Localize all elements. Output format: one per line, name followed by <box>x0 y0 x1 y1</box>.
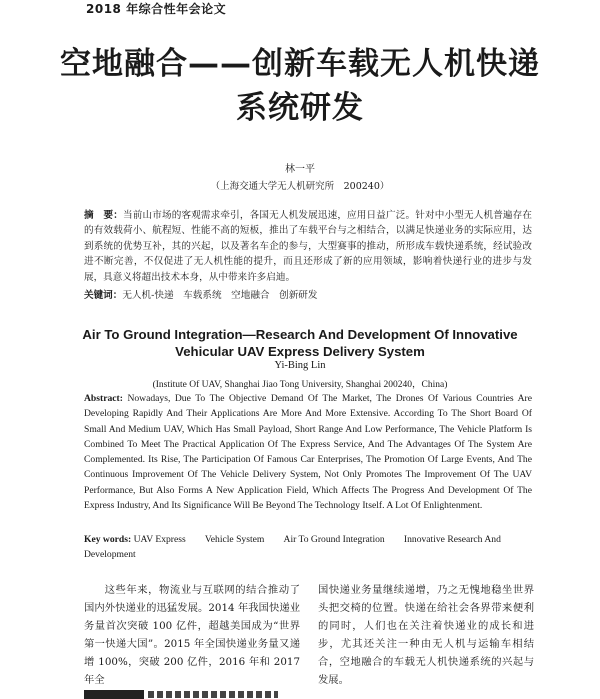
abstract-en-text: Nowadays, Due To The Objective Demand Of The Market, The Drones Of Various Countries Are Developing Rapidly And Their Applications Are More And More Extensive. According To The Short Board Of Small And Medium UAV, Which Has Small Payload, Short Range And Low Performance, The Vehicle Platform Is Combined To Meet The Practical Application Of The Express Service, And The Advantages Of The System Are Complemented. Its Rise, The Participation Of Famous Car Enterprises, The Promotion Of Large Events, And The Continuous Improvement Of The Vehicle Delivery System, Not Only Promotes The Improvement Of The UAV Performance, But Also Forms A New Application Field, Which Affects The Progress And Development Of The Express Industry, And Its Significance Will Be Beyond The Technology Itself. A Lot Of Enlightenment. <box>84 393 532 512</box>
affiliation-cn: （上海交通大学无人机研究所 200240） <box>210 181 390 192</box>
keywords-en-items: UAV Express Vehicle System Air To Ground Integration Innovative Research And Development <box>84 534 501 561</box>
paper-title-en <box>60 326 540 360</box>
author-cn: 林一平 <box>285 164 315 175</box>
title-en-line1: Air To Ground Integration—Research And Development Of Innovative <box>82 327 518 342</box>
keywords-cn <box>84 287 532 301</box>
title-en-line2: Vehicular UAV Express Delivery System <box>175 344 425 359</box>
body-right-column: 国快递业务量继续递增，乃之无愧地稳坐世界头把交椅的位置。快递在给社会各界带来便利的同时，人们也在关注着快递业的成长和进步，尤其还关注一种由无人机与运输车相结合，空地融合的车载无人机快递系统的兴起与发展。 <box>318 584 534 686</box>
keywords-en <box>84 532 532 563</box>
body-left-column: 这些年来，物流业与互联网的结合推动了国内外快递业的迅猛发展。2014 年我国快递业务量首次突破 100 亿件，超越美国成为“世界第一快递大国”。2015 年全国快递业务量又递增 100%，突破 200 亿件，2016 年和 2017 年全 <box>84 584 300 686</box>
running-header: 2018 年综合性年会论文 <box>86 2 227 16</box>
title-cn-line2: 系统研发 <box>236 90 364 126</box>
affiliation-en: (Institute Of UAV, Shanghai Jiao Tong University, Shanghai 200240，China) <box>152 380 448 390</box>
author-en: Yi-Bing Lin <box>274 360 326 371</box>
footer-mark <box>84 690 144 699</box>
abstract-cn-label: 摘 要： <box>84 210 123 221</box>
keywords-cn-label: 关键词： <box>84 290 123 301</box>
keywords-cn-items: 无人机-快递 车载系统 空地融合 创新研发 <box>122 290 318 301</box>
abstract-cn <box>84 208 532 285</box>
paper-title-cn <box>40 42 560 130</box>
abstract-en <box>84 391 532 513</box>
abstract-cn-text: 当前山市场的客观需求牵引，各国无人机发展迅速，应用日益广泛。针对中小型无人机普遍存在的有效载荷小、航程短、性能不高的短板，推出了车载平台与之相结合，以满足快递业务的实际应用，达到系统的优势互补，其的兴起，以及著名车企的参与，大型赛事的推动，所形成车载快递系统，经试验改进不断完善，不仅促进了无人机性能的提升，而且还形成了新的应用领域，影响着快递行业的进步与发展，具意义将超出技术本身，从中带来许多启迪。 <box>84 210 533 283</box>
title-cn-line1: 空地融合——创新车载无人机快递 <box>60 46 540 82</box>
footer-text-cropped <box>148 691 278 698</box>
abstract-en-label: Abstract: <box>84 393 123 404</box>
keywords-en-label: Key words: <box>84 534 132 545</box>
